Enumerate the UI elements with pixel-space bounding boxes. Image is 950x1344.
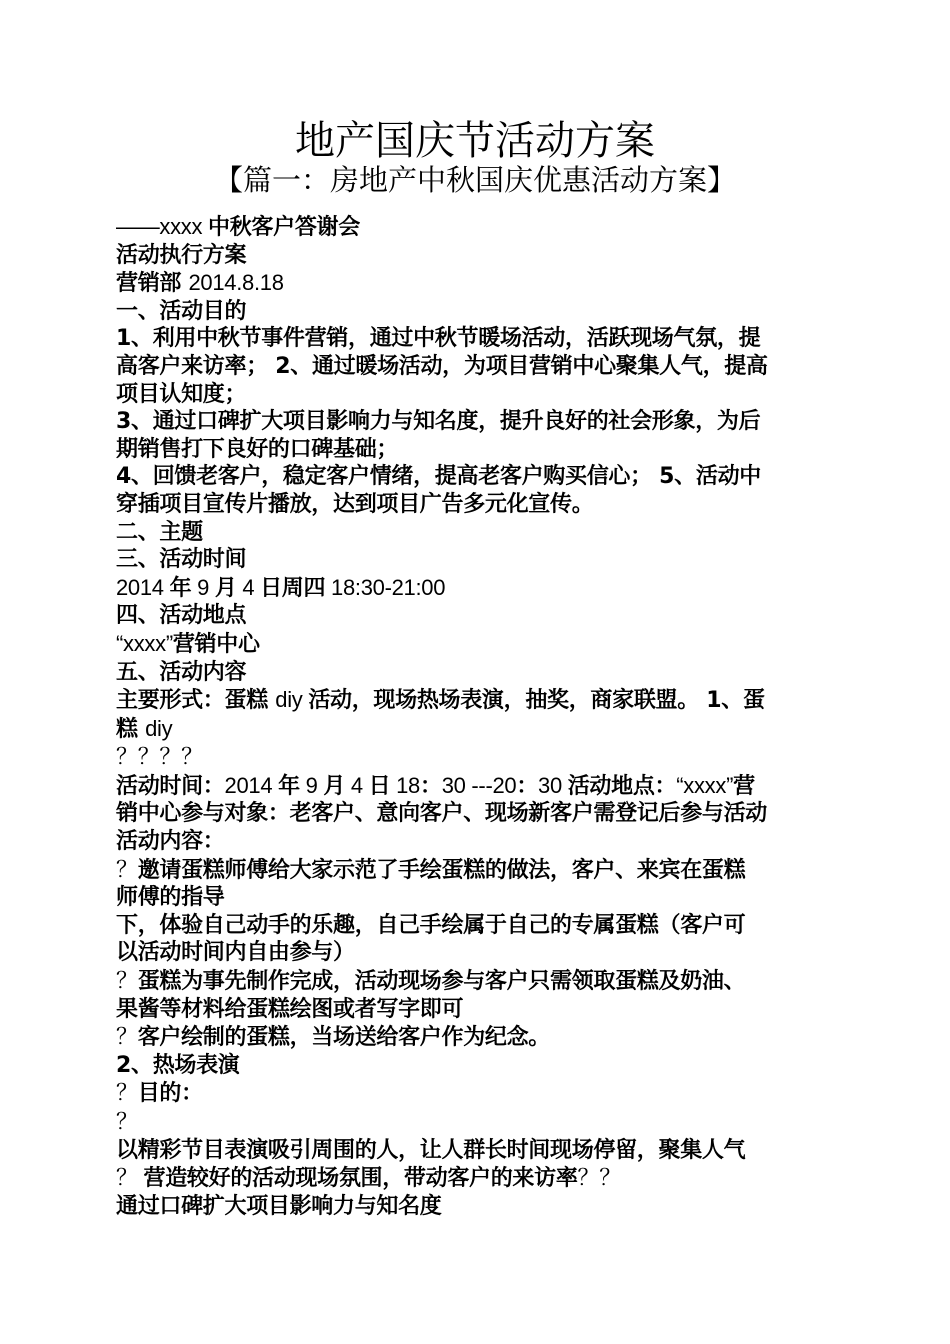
- text-run: 糕: [116, 716, 146, 742]
- body-line: [116, 298, 836, 326]
- body-line: [116, 519, 836, 547]
- text-run: diy: [145, 715, 173, 741]
- text-run: 四、活动地点: [116, 603, 247, 629]
- body-line: [116, 408, 836, 436]
- body-line: [116, 856, 836, 885]
- body-line: [116, 686, 836, 715]
- text-run: 三、活动时间: [116, 547, 247, 573]
- text-run: ——xxxx: [116, 214, 209, 239]
- text-run: 日周四: [260, 575, 326, 601]
- body-line: [116, 242, 836, 270]
- body-line: [116, 436, 836, 464]
- body-line: [116, 1164, 836, 1193]
- body-line: [116, 884, 836, 912]
- text-run: 30: [538, 772, 568, 798]
- body-line: [116, 574, 836, 603]
- body-line: [116, 1108, 836, 1137]
- text-run: ？: [116, 856, 138, 882]
- text-run: 项目认知度；: [116, 381, 247, 407]
- text-run: 2014.8.18: [188, 270, 284, 296]
- body-line: [116, 546, 836, 574]
- body-line: [116, 743, 836, 772]
- text-run: 18: [390, 772, 420, 798]
- text-run: 9: [191, 574, 215, 600]
- body-line: [116, 772, 836, 801]
- text-run: 2014: [224, 772, 279, 798]
- text-run: ？: [116, 1165, 144, 1191]
- body-line: [116, 213, 836, 242]
- text-run: ？: [116, 1109, 138, 1134]
- text-run: 果酱等材料给蛋糕绘图或者写字即可: [116, 996, 464, 1022]
- text-run: 期销售打下良好的口碑基础；: [116, 436, 399, 462]
- text-run: 活动执行方案: [116, 242, 247, 268]
- text-run: 销中心参与对象：老客户、意向客户、现场新客户需登记后参与活动: [116, 801, 768, 827]
- text-run: 18:30-21:00: [325, 574, 446, 600]
- body-line: [116, 325, 836, 353]
- body-line: [116, 381, 836, 409]
- body-line: [116, 491, 836, 519]
- text-run: 4: [345, 772, 369, 798]
- body-line: [116, 269, 836, 298]
- text-run: 二、主题: [116, 519, 203, 545]
- text-run: 日: [368, 773, 391, 799]
- text-run: 30 ---20: [441, 772, 517, 798]
- text-run: 主要形式：蛋糕: [116, 688, 276, 714]
- body-line: [116, 463, 836, 491]
- text-run: ：: [420, 773, 442, 799]
- text-run: 4: [236, 574, 261, 600]
- body-line: [116, 939, 836, 967]
- text-run: 年: [278, 773, 300, 799]
- document-body: [116, 213, 836, 1220]
- text-run: ？: [116, 1024, 138, 1050]
- text-run: 一、活动目的: [116, 298, 247, 324]
- text-run: 以精彩节目表演吸引周围的人，让人群长时间现场停留，聚集人气: [116, 1137, 746, 1163]
- document-title: 地产国庆节活动方案: [295, 118, 655, 164]
- body-line: [116, 602, 836, 630]
- body-line: [116, 996, 836, 1024]
- body-line: [116, 912, 836, 940]
- text-run: “xxxx”: [676, 772, 734, 798]
- text-run: 中秋客户答谢会: [208, 215, 360, 240]
- text-run: 邀请蛋糕师傅给大家示范了手绘蛋糕的做法，客户、来宾在蛋糕: [137, 857, 746, 883]
- body-line: [116, 1023, 836, 1052]
- text-run: 五、活动内容: [116, 659, 247, 685]
- text-run: 穿插项目宣传片播放，达到项目广告多元化宣传。: [116, 491, 594, 517]
- text-run: 营: [733, 773, 755, 799]
- body-line: [116, 715, 836, 744]
- text-run: 营销部: [116, 271, 189, 297]
- text-run: 月: [323, 773, 346, 799]
- text-run: 2014: [116, 574, 170, 600]
- text-run: 1、利用中秋节事件营销，通过中秋节暖场活动，活跃现场气氛，提: [116, 326, 761, 352]
- text-run: 4、回馈老客户，稳定客户情绪，提高老客户购买信心； 5、活动中: [116, 464, 761, 490]
- text-run: ：: [516, 773, 539, 799]
- text-run: ？？？？: [116, 744, 203, 770]
- text-run: 活动内容：: [116, 829, 225, 855]
- text-run: 以活动时间内自由参与）: [116, 940, 355, 966]
- text-run: 高客户来访率； 2、通过暖场活动，为项目营销中心聚集人气，提高: [116, 353, 768, 379]
- text-run: 师傅的指导: [116, 885, 225, 911]
- text-run: ？: [116, 1080, 138, 1106]
- text-run: diy: [275, 687, 309, 713]
- body-line: [116, 630, 836, 659]
- text-run: 下，体验自己动手的乐趣，自己手绘属于自己的专属蛋糕（客户可: [116, 912, 746, 938]
- text-run: 活动，现场热场表演，抽奖，商家联盟。 1、蛋: [308, 688, 765, 714]
- body-line: [116, 800, 836, 828]
- text-run: ？: [116, 968, 138, 994]
- text-run: 年: [169, 575, 192, 601]
- text-run: 目的：: [137, 1081, 203, 1107]
- text-run: 9: [299, 772, 324, 798]
- text-run: 通过口碑扩大项目影响力与知名度: [116, 1193, 442, 1219]
- body-line: [116, 1193, 836, 1221]
- text-run: 活动时间：: [116, 773, 225, 799]
- text-run: 营造较好的活动现场氛围，带动客户的来访率: [143, 1166, 578, 1192]
- text-run: 月: [214, 575, 237, 601]
- body-line: [116, 967, 836, 996]
- text-run: 活动地点：: [567, 773, 677, 799]
- body-line: [116, 1079, 836, 1108]
- document-subtitle: 【篇一：房地产中秋国庆优惠活动方案】: [213, 163, 736, 197]
- body-line: [116, 1052, 836, 1080]
- body-line: [116, 828, 836, 856]
- text-run: 2、热场表演: [116, 1052, 240, 1078]
- text-run: “xxxx”: [116, 630, 173, 656]
- text-run: 营销中心: [172, 631, 260, 657]
- text-run: 蛋糕为事先制作完成，活动现场参与客户只需领取蛋糕及奶油、: [137, 969, 746, 995]
- body-line: [116, 1137, 836, 1165]
- text-run: ？？: [577, 1165, 621, 1191]
- body-line: [116, 353, 836, 381]
- text-run: 3、通过口碑扩大项目影响力与知名度，提升良好的社会形象，为后: [116, 409, 761, 435]
- text-run: 客户绘制的蛋糕，当场送给客户作为纪念。: [137, 1025, 551, 1051]
- body-line: [116, 659, 836, 687]
